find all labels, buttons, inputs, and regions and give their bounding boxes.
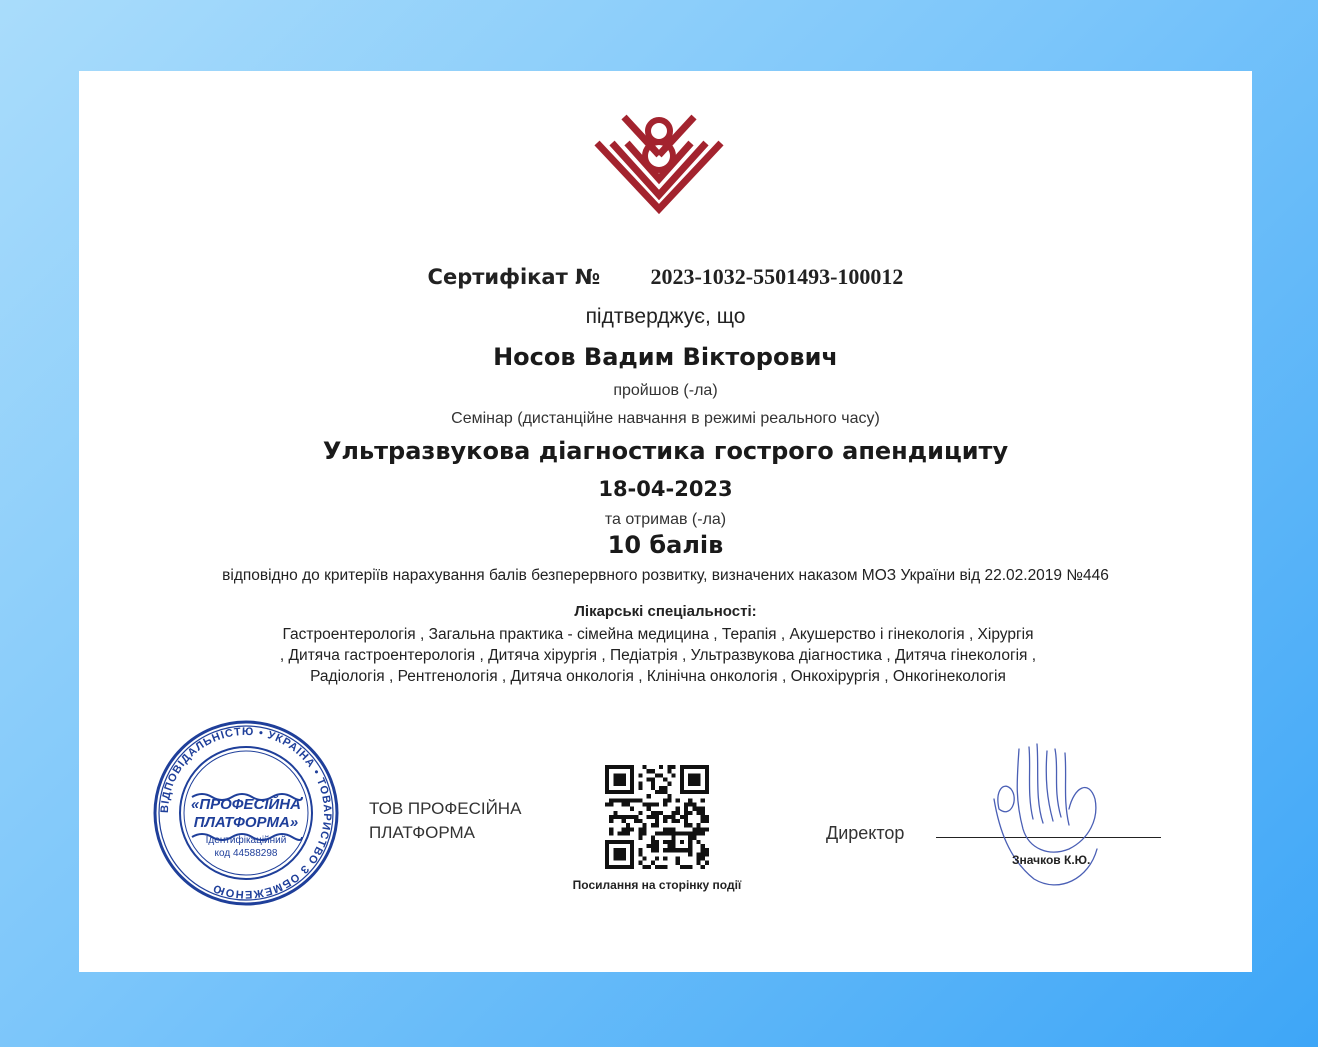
criteria-text: відповідно до критеріїв нарахування балів безперервного розвитку, визначених наказом МОЗ України від 22.02.2019 №446 [222, 567, 1109, 584]
specialties-list: Гастроентерологія , Загальна практика - сімейна медицина , Терапія , Акушерство і гінекологія , Хірургія , Дитяча гастроентерологія , Дитяча хірургія , Педіатрія , Ультразвукова діагностика , Дитяча гінекологія , Радіологія , Рентгенологія , Дитяча онкологія , Клінічна онкологія , Онкохірургія , Онкогінекологія [279, 626, 1037, 685]
stamp-center-line4: код 44588298 [214, 848, 278, 859]
specialties-heading: Лікарські спеціальності: [574, 603, 757, 620]
signer-name: Значков К.Ю. [1012, 853, 1091, 867]
qr-caption: Посилання на сторінку події [572, 878, 742, 892]
received-text: та отримав (-ла) [604, 511, 727, 528]
points-value: 10 балів [607, 531, 724, 559]
stamp-seal [152, 719, 340, 907]
organization-line1: ТОВ ПРОФЕСІЙНА [369, 799, 522, 818]
confirms-text: підтверджує, що [585, 305, 746, 328]
director-label: Директор [826, 823, 905, 843]
passed-text: пройшов (-ла) [613, 382, 718, 399]
stamp-center-line1: «ПРОФЕСІЙНА [191, 796, 301, 813]
event-date: 18-04-2023 [598, 477, 733, 501]
certificate-label: Сертифікат № [427, 265, 601, 289]
certificate-sheet [79, 71, 1252, 972]
organization-line2: ПЛАТФОРМА [369, 823, 476, 842]
signature-icon [989, 739, 1104, 897]
stamp-ring-text: ВІДПОВІДАЛЬНІСТЮ • УКРАЇНА • ТОВАРИСТВО З ОБМЕЖЕНОЮ [158, 725, 334, 901]
stamp-center-line3: Ідентифікаційний [205, 835, 287, 846]
qr-code[interactable] [605, 765, 709, 869]
organization-name [369, 797, 521, 845]
recipient-name: Носов Вадим Вікторович [493, 343, 838, 371]
certificate-number: 2023-1032-5501493-100012 [650, 264, 904, 289]
logo-icon [594, 111, 724, 216]
stamp-center-line2: ПЛАТФОРМА» [193, 814, 299, 831]
event-type: Семінар (дистанційне навчання в режимі реального часу) [451, 410, 880, 427]
event-title: Ультразвукова діагностика гострого апендициту [322, 437, 1009, 465]
certificate-number-line [79, 264, 1252, 290]
